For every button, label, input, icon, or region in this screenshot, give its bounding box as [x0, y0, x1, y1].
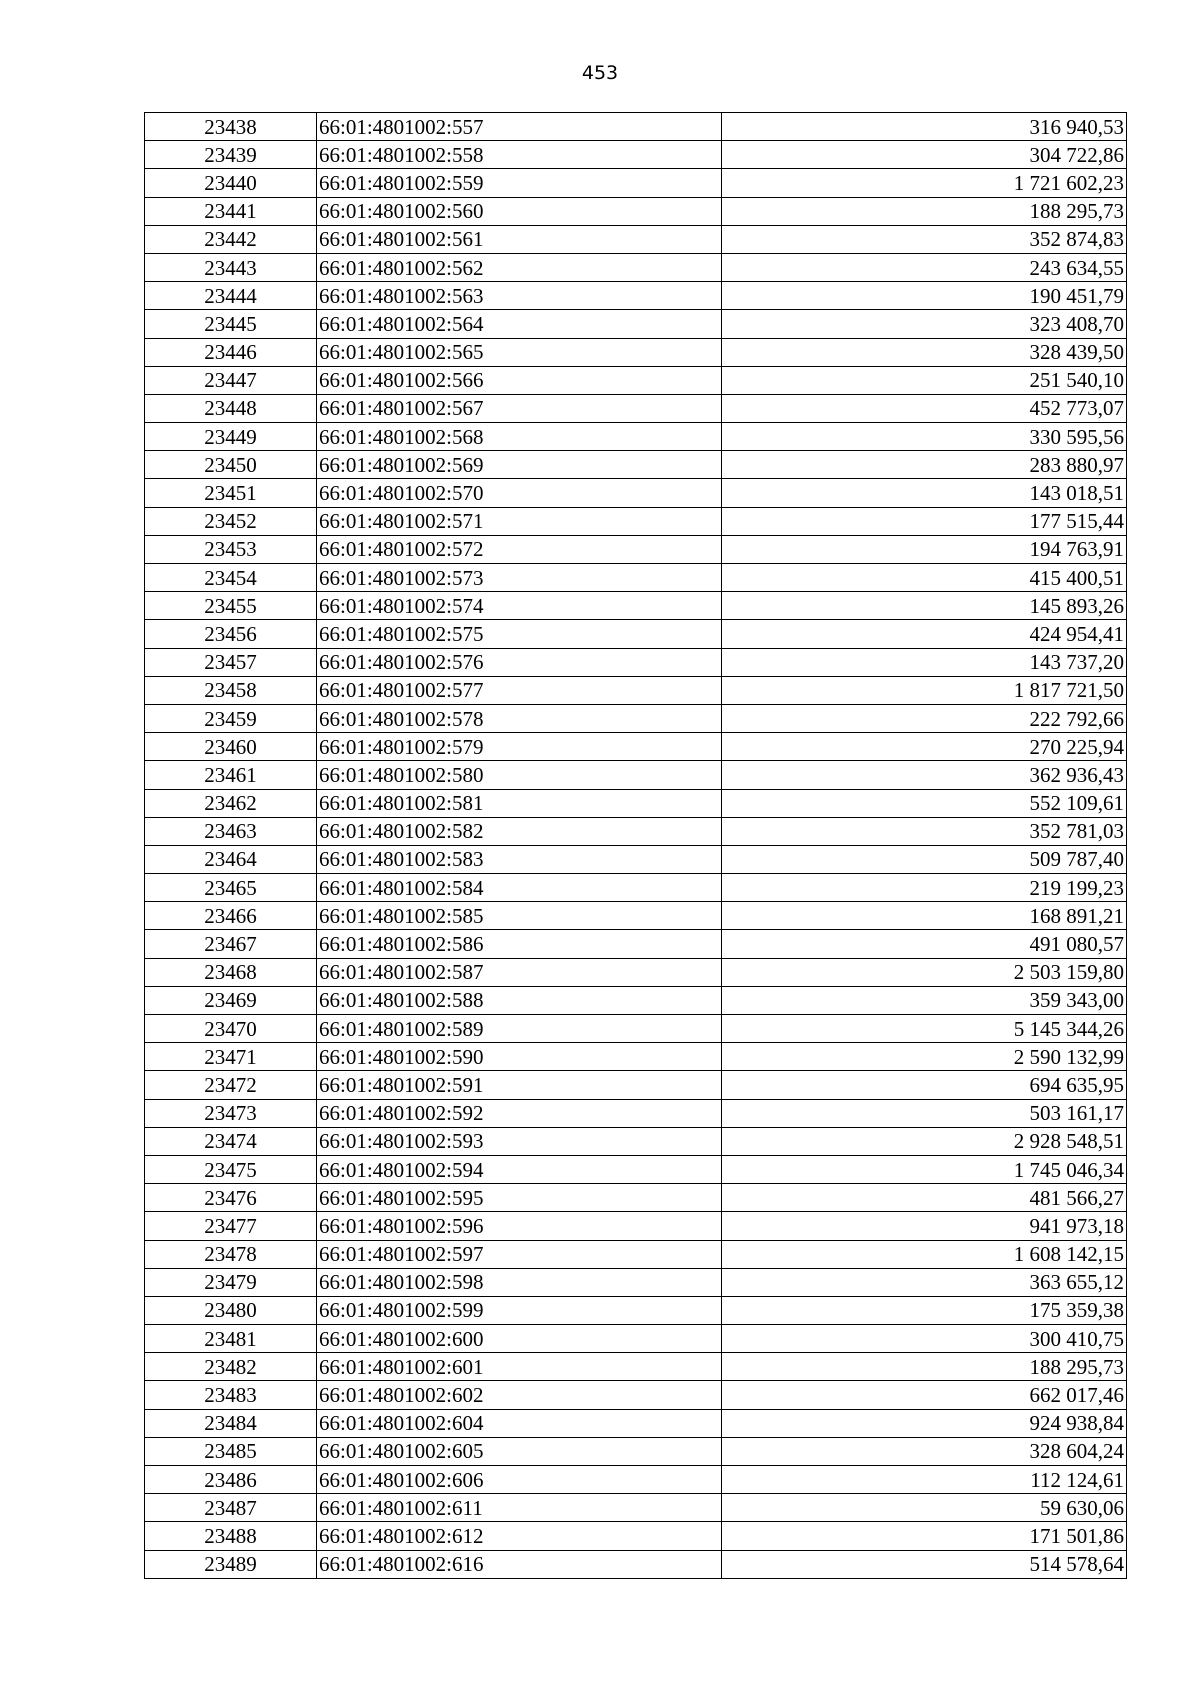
- cadastral-number-cell: 66:01:4801002:585: [317, 902, 722, 930]
- cadastral-number-cell: 66:01:4801002:590: [317, 1043, 722, 1071]
- table-row: [145, 1550, 1127, 1578]
- cadastral-number-cell: 66:01:4801002:602: [317, 1381, 722, 1409]
- row-number-cell: 23483: [145, 1381, 317, 1409]
- cadastral-value-cell: 5 145 344,26: [722, 1015, 1127, 1043]
- table-row: [145, 451, 1127, 479]
- cadastral-value-cell: 552 109,61: [722, 789, 1127, 817]
- row-number-cell: 23467: [145, 930, 317, 958]
- cadastral-value-cell: 300 410,75: [722, 1325, 1127, 1353]
- cadastral-value-cell: 304 722,86: [722, 141, 1127, 169]
- row-number-cell: 23468: [145, 958, 317, 986]
- cadastral-value-cell: 352 874,83: [722, 225, 1127, 253]
- cadastral-number-cell: 66:01:4801002:580: [317, 761, 722, 789]
- cadastral-value-cell: 1 608 142,15: [722, 1240, 1127, 1268]
- cadastral-value-cell: 190 451,79: [722, 282, 1127, 310]
- cadastral-number-cell: 66:01:4801002:588: [317, 986, 722, 1014]
- table-row: [145, 535, 1127, 563]
- cadastral-number-cell: 66:01:4801002:565: [317, 338, 722, 366]
- row-number-cell: 23453: [145, 535, 317, 563]
- table-row: [145, 1015, 1127, 1043]
- cadastral-number-cell: 66:01:4801002:562: [317, 253, 722, 281]
- table-row: [145, 1268, 1127, 1296]
- row-number-cell: 23461: [145, 761, 317, 789]
- cadastral-value-cell: 363 655,12: [722, 1268, 1127, 1296]
- cadastral-number-cell: 66:01:4801002:572: [317, 535, 722, 563]
- row-number-cell: 23477: [145, 1212, 317, 1240]
- cadastral-number-cell: 66:01:4801002:569: [317, 451, 722, 479]
- cadastral-value-cell: 694 635,95: [722, 1071, 1127, 1099]
- cadastral-number-cell: 66:01:4801002:581: [317, 789, 722, 817]
- row-number-cell: 23475: [145, 1155, 317, 1183]
- table-row: [145, 733, 1127, 761]
- row-number-cell: 23469: [145, 986, 317, 1014]
- table-row: [145, 620, 1127, 648]
- table-row: [145, 1522, 1127, 1550]
- row-number-cell: 23455: [145, 592, 317, 620]
- cadastral-number-cell: 66:01:4801002:558: [317, 141, 722, 169]
- cadastral-number-cell: 66:01:4801002:567: [317, 394, 722, 422]
- cadastral-value-cell: 219 199,23: [722, 874, 1127, 902]
- table-row: [145, 1184, 1127, 1212]
- table-row: [145, 704, 1127, 732]
- row-number-cell: 23450: [145, 451, 317, 479]
- row-number-cell: 23451: [145, 479, 317, 507]
- cadastral-value-cell: 2 928 548,51: [722, 1127, 1127, 1155]
- cadastral-value-cell: 143 737,20: [722, 648, 1127, 676]
- cadastral-value-cell: 924 938,84: [722, 1409, 1127, 1437]
- cadastral-value-table: [144, 112, 1127, 1579]
- row-number-cell: 23456: [145, 620, 317, 648]
- row-number-cell: 23474: [145, 1127, 317, 1155]
- table-row: [145, 310, 1127, 338]
- table-row: [145, 1325, 1127, 1353]
- table-row: [145, 648, 1127, 676]
- row-number-cell: 23440: [145, 169, 317, 197]
- row-number-cell: 23481: [145, 1325, 317, 1353]
- cadastral-value-cell: 188 295,73: [722, 197, 1127, 225]
- cadastral-value-cell: 514 578,64: [722, 1550, 1127, 1578]
- cadastral-number-cell: 66:01:4801002:601: [317, 1353, 722, 1381]
- row-number-cell: 23486: [145, 1466, 317, 1494]
- table-row: [145, 1127, 1127, 1155]
- cadastral-number-cell: 66:01:4801002:560: [317, 197, 722, 225]
- cadastral-value-cell: 194 763,91: [722, 535, 1127, 563]
- row-number-cell: 23482: [145, 1353, 317, 1381]
- cadastral-value-cell: 270 225,94: [722, 733, 1127, 761]
- table-row: [145, 1494, 1127, 1522]
- row-number-cell: 23448: [145, 394, 317, 422]
- cadastral-number-cell: 66:01:4801002:557: [317, 113, 722, 141]
- table-row: [145, 1212, 1127, 1240]
- row-number-cell: 23446: [145, 338, 317, 366]
- cadastral-value-cell: 662 017,46: [722, 1381, 1127, 1409]
- cadastral-value-cell: 415 400,51: [722, 564, 1127, 592]
- cadastral-number-cell: 66:01:4801002:586: [317, 930, 722, 958]
- cadastral-number-cell: 66:01:4801002:579: [317, 733, 722, 761]
- cadastral-number-cell: 66:01:4801002:578: [317, 704, 722, 732]
- cadastral-value-cell: 2 503 159,80: [722, 958, 1127, 986]
- row-number-cell: 23473: [145, 1099, 317, 1127]
- row-number-cell: 23462: [145, 789, 317, 817]
- page-number: 453: [581, 62, 619, 84]
- cadastral-number-cell: 66:01:4801002:611: [317, 1494, 722, 1522]
- cadastral-number-cell: 66:01:4801002:599: [317, 1296, 722, 1324]
- cadastral-value-cell: 481 566,27: [722, 1184, 1127, 1212]
- cadastral-value-cell: 283 880,97: [722, 451, 1127, 479]
- cadastral-value-cell: 509 787,40: [722, 845, 1127, 873]
- table-row: [145, 874, 1127, 902]
- table-row: [145, 1466, 1127, 1494]
- cadastral-value-cell: 222 792,66: [722, 704, 1127, 732]
- cadastral-value-cell: 316 940,53: [722, 113, 1127, 141]
- cadastral-value-cell: 59 630,06: [722, 1494, 1127, 1522]
- table-row: [145, 169, 1127, 197]
- cadastral-number-cell: 66:01:4801002:587: [317, 958, 722, 986]
- cadastral-value-cell: 452 773,07: [722, 394, 1127, 422]
- row-number-cell: 23488: [145, 1522, 317, 1550]
- table-row: [145, 845, 1127, 873]
- table-row: [145, 817, 1127, 845]
- cadastral-number-cell: 66:01:4801002:600: [317, 1325, 722, 1353]
- table-row: [145, 986, 1127, 1014]
- cadastral-number-cell: 66:01:4801002:592: [317, 1099, 722, 1127]
- cadastral-number-cell: 66:01:4801002:563: [317, 282, 722, 310]
- cadastral-number-cell: 66:01:4801002:606: [317, 1466, 722, 1494]
- cadastral-value-cell: 243 634,55: [722, 253, 1127, 281]
- row-number-cell: 23480: [145, 1296, 317, 1324]
- row-number-cell: 23457: [145, 648, 317, 676]
- row-number-cell: 23454: [145, 564, 317, 592]
- row-number-cell: 23447: [145, 366, 317, 394]
- cadastral-number-cell: 66:01:4801002:564: [317, 310, 722, 338]
- row-number-cell: 23470: [145, 1015, 317, 1043]
- table-row: [145, 789, 1127, 817]
- cadastral-number-cell: 66:01:4801002:596: [317, 1212, 722, 1240]
- cadastral-value-cell: 168 891,21: [722, 902, 1127, 930]
- table-row: [145, 902, 1127, 930]
- cadastral-value-cell: 352 781,03: [722, 817, 1127, 845]
- cadastral-value-cell: 175 359,38: [722, 1296, 1127, 1324]
- row-number-cell: 23485: [145, 1437, 317, 1465]
- cadastral-number-cell: 66:01:4801002:574: [317, 592, 722, 620]
- cadastral-value-cell: 1 721 602,23: [722, 169, 1127, 197]
- row-number-cell: 23472: [145, 1071, 317, 1099]
- row-number-cell: 23465: [145, 874, 317, 902]
- cadastral-value-cell: 362 936,43: [722, 761, 1127, 789]
- cadastral-value-cell: 143 018,51: [722, 479, 1127, 507]
- row-number-cell: 23460: [145, 733, 317, 761]
- table-row: [145, 761, 1127, 789]
- table-row: [145, 1099, 1127, 1127]
- cadastral-number-cell: 66:01:4801002:582: [317, 817, 722, 845]
- cadastral-value-cell: 177 515,44: [722, 507, 1127, 535]
- row-number-cell: 23487: [145, 1494, 317, 1522]
- cadastral-number-cell: 66:01:4801002:593: [317, 1127, 722, 1155]
- cadastral-value-cell: 328 604,24: [722, 1437, 1127, 1465]
- cadastral-value-cell: 2 590 132,99: [722, 1043, 1127, 1071]
- cadastral-number-cell: 66:01:4801002:591: [317, 1071, 722, 1099]
- table-row: [145, 1043, 1127, 1071]
- cadastral-number-cell: 66:01:4801002:577: [317, 676, 722, 704]
- row-number-cell: 23445: [145, 310, 317, 338]
- cadastral-number-cell: 66:01:4801002:570: [317, 479, 722, 507]
- row-number-cell: 23464: [145, 845, 317, 873]
- cadastral-number-cell: 66:01:4801002:594: [317, 1155, 722, 1183]
- row-number-cell: 23476: [145, 1184, 317, 1212]
- table-row: [145, 197, 1127, 225]
- row-number-cell: 23471: [145, 1043, 317, 1071]
- cadastral-number-cell: 66:01:4801002:584: [317, 874, 722, 902]
- cadastral-value-cell: 491 080,57: [722, 930, 1127, 958]
- table-row: [145, 1437, 1127, 1465]
- cadastral-number-cell: 66:01:4801002:597: [317, 1240, 722, 1268]
- cadastral-number-cell: 66:01:4801002:616: [317, 1550, 722, 1578]
- cadastral-number-cell: 66:01:4801002:573: [317, 564, 722, 592]
- row-number-cell: 23442: [145, 225, 317, 253]
- row-number-cell: 23459: [145, 704, 317, 732]
- row-number-cell: 23444: [145, 282, 317, 310]
- cadastral-number-cell: 66:01:4801002:575: [317, 620, 722, 648]
- table-row: [145, 958, 1127, 986]
- cadastral-value-cell: 112 124,61: [722, 1466, 1127, 1494]
- cadastral-value-cell: 941 973,18: [722, 1212, 1127, 1240]
- table-row: [145, 141, 1127, 169]
- table-row: [145, 394, 1127, 422]
- table-row: [145, 930, 1127, 958]
- cadastral-number-cell: 66:01:4801002:559: [317, 169, 722, 197]
- cadastral-number-cell: 66:01:4801002:566: [317, 366, 722, 394]
- table-row: [145, 676, 1127, 704]
- cadastral-value-cell: 323 408,70: [722, 310, 1127, 338]
- cadastral-value-cell: 251 540,10: [722, 366, 1127, 394]
- table-row: [145, 507, 1127, 535]
- table-row: [145, 1381, 1127, 1409]
- cadastral-value-cell: 328 439,50: [722, 338, 1127, 366]
- cadastral-number-cell: 66:01:4801002:583: [317, 845, 722, 873]
- cadastral-number-cell: 66:01:4801002:605: [317, 1437, 722, 1465]
- table-row: [145, 592, 1127, 620]
- cadastral-number-cell: 66:01:4801002:561: [317, 225, 722, 253]
- row-number-cell: 23478: [145, 1240, 317, 1268]
- cadastral-number-cell: 66:01:4801002:612: [317, 1522, 722, 1550]
- row-number-cell: 23443: [145, 253, 317, 281]
- table-row: [145, 366, 1127, 394]
- table-row: [145, 225, 1127, 253]
- cadastral-number-cell: 66:01:4801002:598: [317, 1268, 722, 1296]
- cadastral-value-cell: 359 343,00: [722, 986, 1127, 1014]
- row-number-cell: 23449: [145, 423, 317, 451]
- row-number-cell: 23479: [145, 1268, 317, 1296]
- table-row: [145, 113, 1127, 141]
- row-number-cell: 23489: [145, 1550, 317, 1578]
- row-number-cell: 23458: [145, 676, 317, 704]
- table-body: [145, 113, 1127, 1579]
- cadastral-number-cell: 66:01:4801002:604: [317, 1409, 722, 1437]
- row-number-cell: 23452: [145, 507, 317, 535]
- cadastral-value-cell: 1 817 721,50: [722, 676, 1127, 704]
- cadastral-number-cell: 66:01:4801002:568: [317, 423, 722, 451]
- table-row: [145, 253, 1127, 281]
- cadastral-number-cell: 66:01:4801002:589: [317, 1015, 722, 1043]
- cadastral-value-cell: 171 501,86: [722, 1522, 1127, 1550]
- table-row: [145, 1353, 1127, 1381]
- table-row: [145, 282, 1127, 310]
- cadastral-number-cell: 66:01:4801002:576: [317, 648, 722, 676]
- table-row: [145, 423, 1127, 451]
- table-row: [145, 1071, 1127, 1099]
- row-number-cell: 23463: [145, 817, 317, 845]
- table-row: [145, 1240, 1127, 1268]
- cadastral-value-cell: 1 745 046,34: [722, 1155, 1127, 1183]
- table-row: [145, 1409, 1127, 1437]
- cadastral-value-cell: 188 295,73: [722, 1353, 1127, 1381]
- table-row: [145, 479, 1127, 507]
- cadastral-value-cell: 145 893,26: [722, 592, 1127, 620]
- row-number-cell: 23441: [145, 197, 317, 225]
- table-row: [145, 1155, 1127, 1183]
- row-number-cell: 23484: [145, 1409, 317, 1437]
- table-row: [145, 338, 1127, 366]
- row-number-cell: 23439: [145, 141, 317, 169]
- row-number-cell: 23438: [145, 113, 317, 141]
- table-row: [145, 564, 1127, 592]
- cadastral-value-cell: 330 595,56: [722, 423, 1127, 451]
- cadastral-value-cell: 424 954,41: [722, 620, 1127, 648]
- table-row: [145, 1296, 1127, 1324]
- cadastral-value-cell: 503 161,17: [722, 1099, 1127, 1127]
- cadastral-number-cell: 66:01:4801002:595: [317, 1184, 722, 1212]
- row-number-cell: 23466: [145, 902, 317, 930]
- cadastral-number-cell: 66:01:4801002:571: [317, 507, 722, 535]
